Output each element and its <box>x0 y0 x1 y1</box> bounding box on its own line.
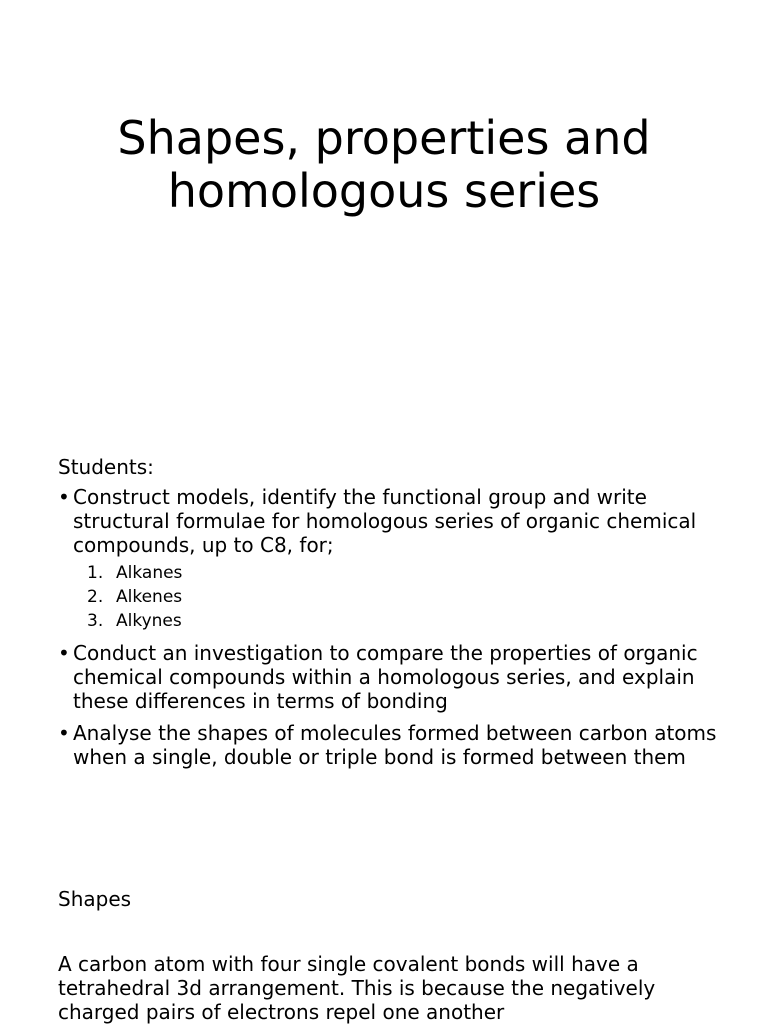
sublist-text: Alkynes <box>116 611 182 631</box>
section-heading: Shapes <box>58 887 132 911</box>
bullet-text: Analyse the shapes of molecules formed between carbon atoms when a single, double or triple bond is formed between them <box>73 721 717 769</box>
compound-sublist <box>73 561 718 633</box>
sublist-number: 2. <box>87 587 104 607</box>
list-item <box>58 721 718 769</box>
bullet-text: Conduct an investigation to compare the properties of organic chemical compounds within a homologous series, and explain these differences in terms of bonding <box>73 641 698 713</box>
sublist-text: Alkanes <box>116 563 183 583</box>
list-item <box>58 485 718 633</box>
sublist-item <box>73 609 718 633</box>
intro-label: Students: <box>58 455 154 479</box>
body-paragraph: A carbon atom with four single covalent bonds will have a tetrahedral 3d arrangement. This is because the negatively charged pairs of electrons repel one another <box>58 952 656 1024</box>
slide-title <box>0 112 768 218</box>
sublist-number: 1. <box>87 563 104 583</box>
bullet-icon: • <box>58 485 70 509</box>
sublist-number: 3. <box>87 611 104 631</box>
sublist-item <box>73 585 718 609</box>
bullet-text: Construct models, identify the functional group and write structural formulae for homologous series of organic chemical compounds, up to C8, for; <box>73 485 697 557</box>
title-line-1: Shapes, properties and <box>117 111 651 165</box>
sublist-item <box>73 561 718 585</box>
list-item <box>58 641 718 713</box>
content-block <box>58 455 718 1024</box>
bullet-icon: • <box>58 641 70 665</box>
outcome-list <box>58 485 718 769</box>
bullet-icon: • <box>58 721 70 745</box>
title-line-2: homologous series <box>167 164 601 218</box>
sublist-text: Alkenes <box>116 587 183 607</box>
